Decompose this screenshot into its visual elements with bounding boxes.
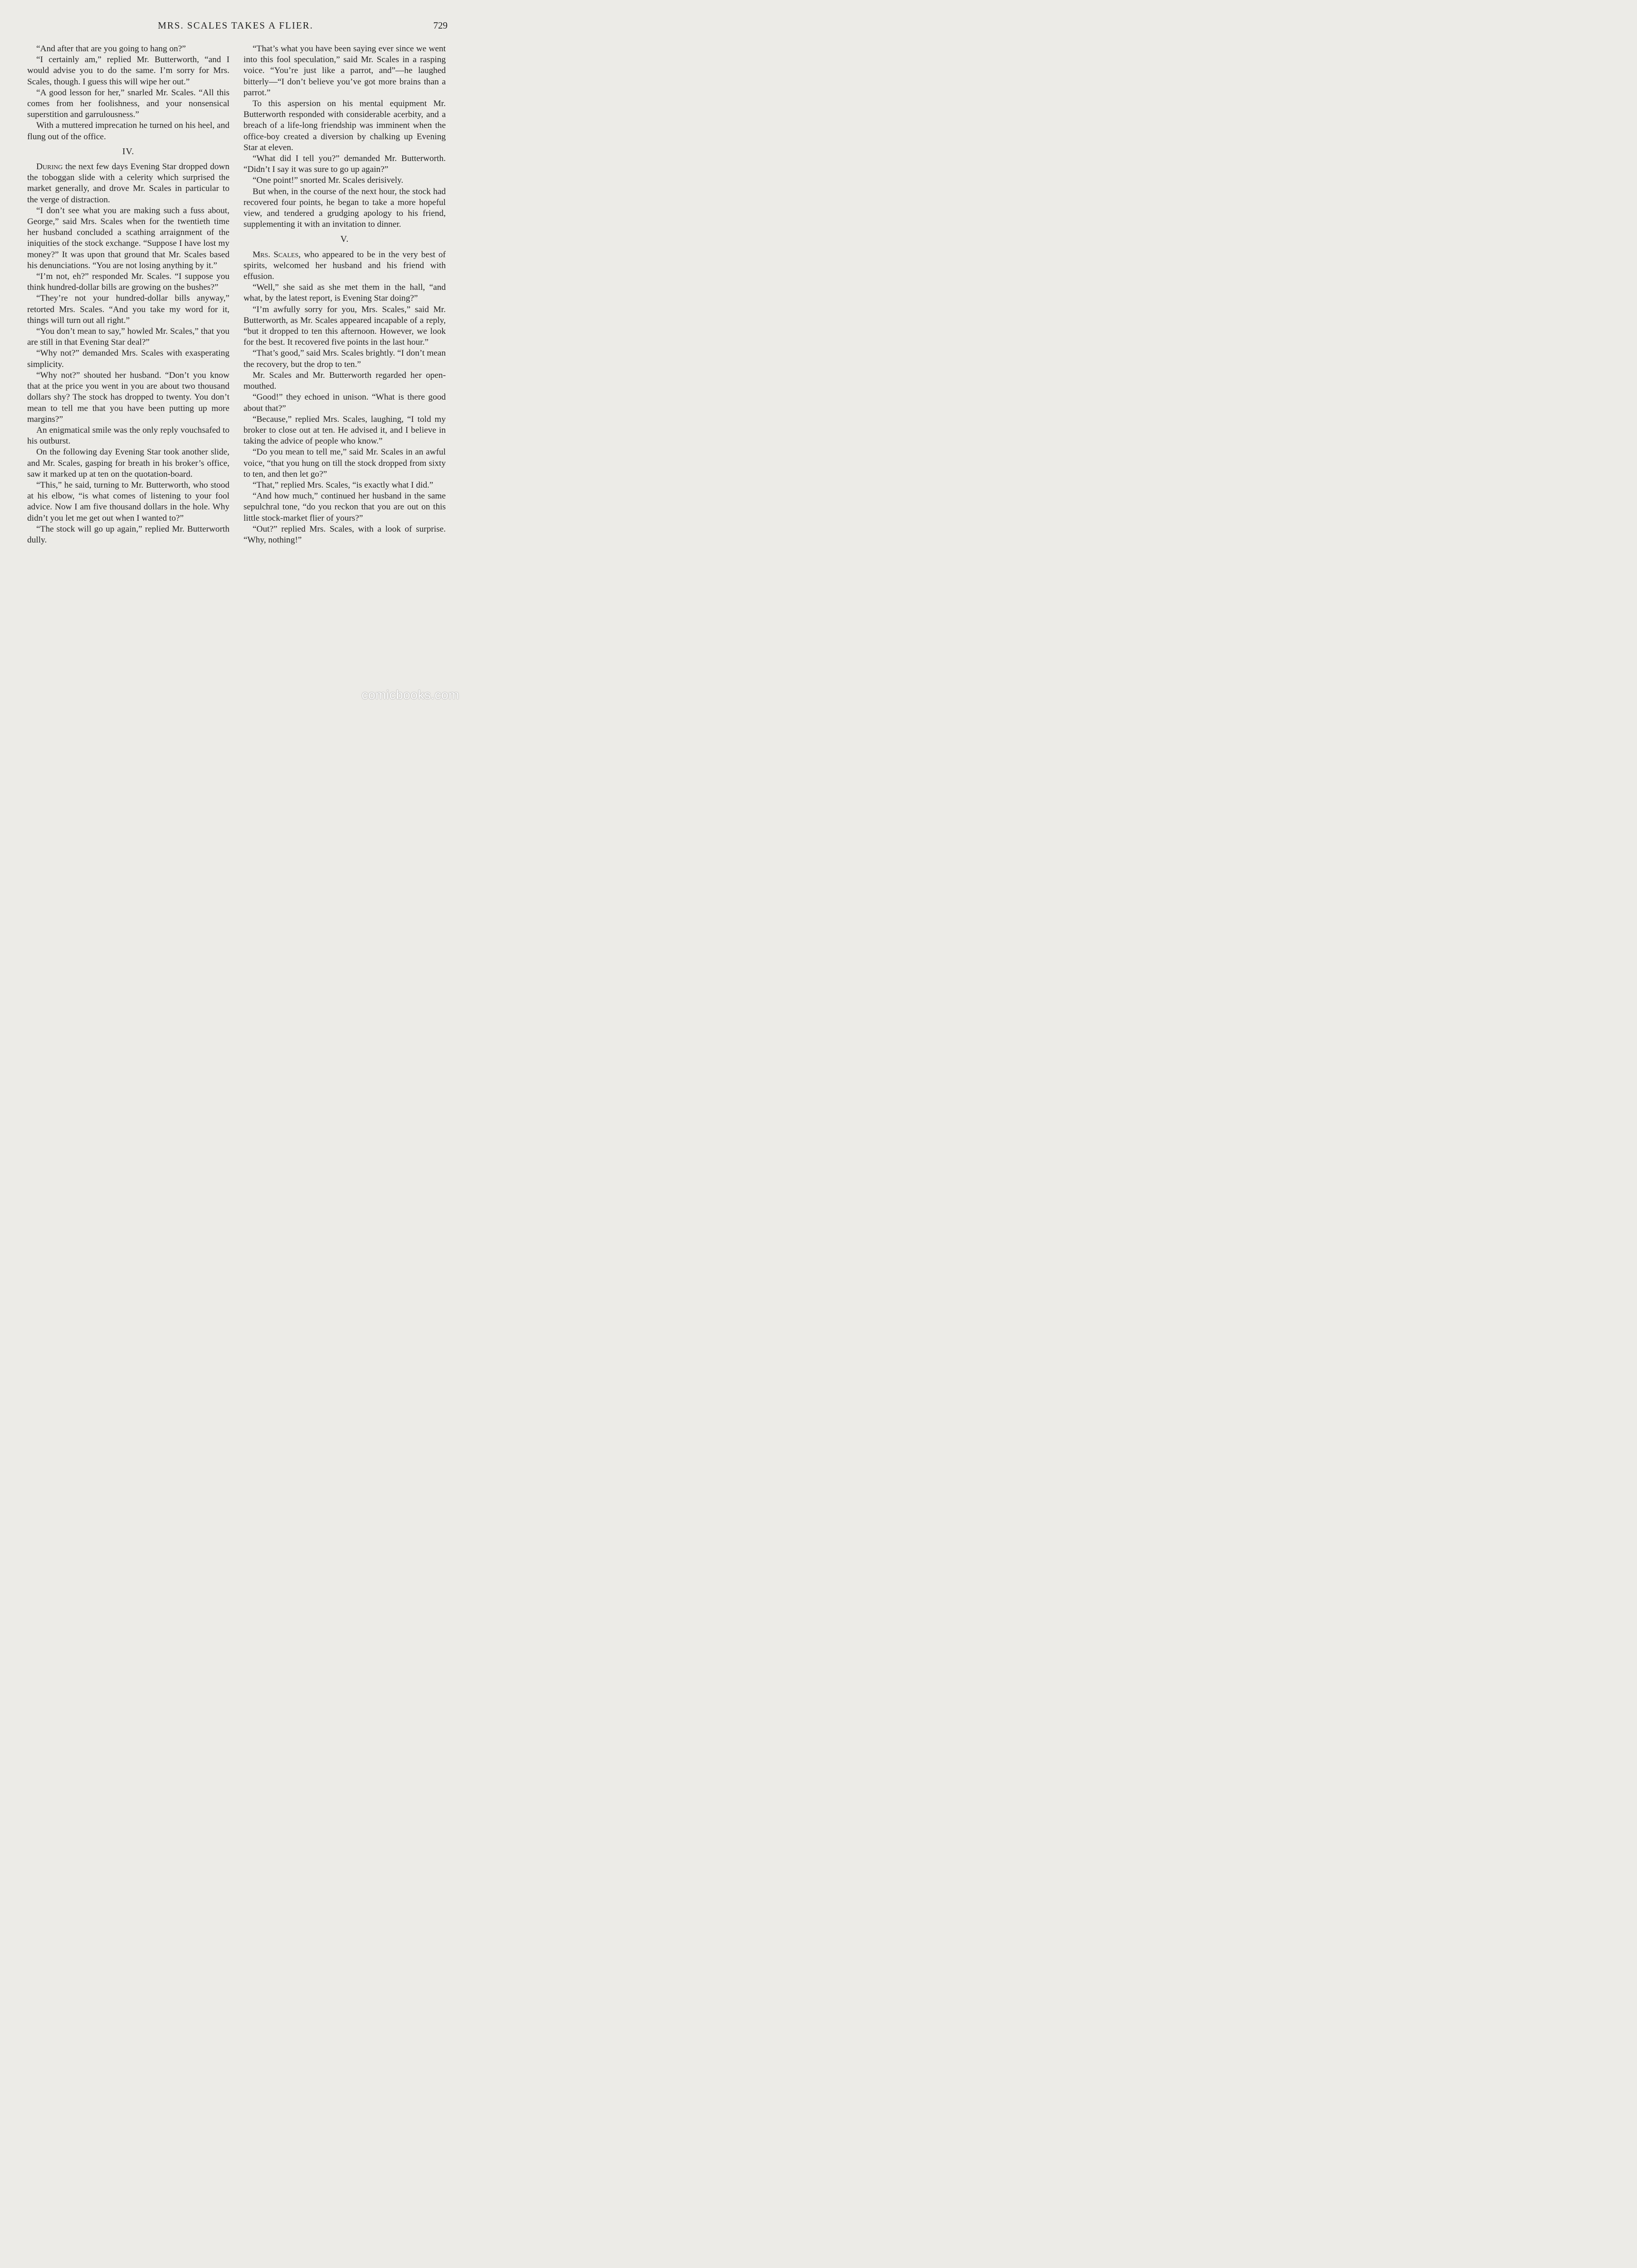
paragraph xyxy=(27,161,229,205)
paragraph: “And after that are you going to hang on?” xyxy=(36,44,186,54)
paragraph: “Do you mean to tell me,” said Mr. Scales in an awful voice, “that you hung on till the stock dropped from sixty to ten, and then let go?” xyxy=(244,447,446,479)
paragraph: “A good lesson for her,” snarled Mr. Scales. “All this comes from her foolishness, and your nonsensical superstition and garrulousness.” xyxy=(27,88,229,120)
running-title: MRS. SCALES TAKES A FLIER. xyxy=(158,20,313,31)
paragraph: “You don’t mean to say,” howled Mr. Scales,” that you are still in that Evening Star deal?” xyxy=(27,327,229,347)
paragraph-text: the next few days Evening Star dropped down the toboggan slide with a celerity which surprised the market generally, and drove Mr. Scales in particular to the verge of distraction. xyxy=(27,162,229,205)
paragraph: “I’m awfully sorry for you, Mrs. Scales,” said Mr. Butterworth, as Mr. Scales appeared incapable of a reply, “but it dropped to ten this afternoon. However, we look for the best. It recovered five points in the last hour.” xyxy=(244,304,446,347)
lead-in: During xyxy=(36,162,63,172)
paragraph: “They’re not your hundred-dollar bills anyway,” retorted Mrs. Scales. “And you take my word for it, things will turn out all right.” xyxy=(27,293,229,325)
paragraph: “And how much,” continued her husband in the same sepulchral tone, “do you reckon that you are out on this little stock-market flier of yours?” xyxy=(244,491,446,523)
running-head xyxy=(0,20,471,34)
paragraph-text: , who appeared to be in the very best of spirits, welcomed her husband and his friend with effusion. xyxy=(244,249,446,282)
paragraph: “Why not?” demanded Mrs. Scales with exasperating simplicity. xyxy=(27,348,229,369)
section-heading-iv: IV. xyxy=(122,146,135,156)
paragraph: “That,” replied Mrs. Scales, “is exactly what I did.” xyxy=(253,480,434,490)
paragraph: “This,” he said, turning to Mr. Butterworth, who stood at his elbow, “is what comes of listening to your fool advice. Now I am five thousand dollars in the hole. Why didn’t you let me get out when I wanted to?” xyxy=(27,480,229,523)
paragraph: “Why not?” shouted her husband. “Don’t you know that at the price you went in you are about two thousand dollars shy? The stock has dropped to twenty. You don’t mean to tell me that you have been putting up more margins?” xyxy=(27,370,229,424)
right-column xyxy=(244,44,446,546)
watermark: comicbooks.com xyxy=(361,688,459,702)
paragraph: With a muttered imprecation he turned on his heel, and flung out of the office. xyxy=(27,121,229,142)
section-heading-v: V. xyxy=(340,234,349,244)
paragraph: “Well,” she said as she met them in the hall, “and what, by the latest report, is Evening Star doing?” xyxy=(244,283,446,303)
paragraph: “I’m not, eh?” responded Mr. Scales. “I suppose you think hundred-dollar bills are growing on the bushes?” xyxy=(27,272,229,293)
left-column xyxy=(27,44,229,546)
paragraph: To this aspersion on his mental equipment Mr. Butterworth responded with considerable acerbity, and a breach of a life-long friendship was imminent when the office-boy created a diversion by chalking up Evening Star at eleven. xyxy=(244,99,446,152)
paragraph: “Because,” replied Mrs. Scales, laughing, “I told my broker to close out at ten. He advised it, and I believe in taking the advice of people who know.” xyxy=(244,414,446,446)
paragraph xyxy=(244,249,446,283)
paragraph: An enigmatical smile was the only reply vouchsafed to his outburst. xyxy=(27,425,229,446)
paragraph: Mr. Scales and Mr. Butterworth regarded her open-mouthed. xyxy=(244,370,446,391)
paragraph: On the following day Evening Star took another slide, and Mr. Scales, gasping for breath in his broker’s office, saw it marked up at ten on the quotation-board. xyxy=(27,447,229,479)
paragraph: “The stock will go up again,” replied Mr. Butterworth dully. xyxy=(27,524,229,545)
paragraph: “That’s good,” said Mrs. Scales brightly. “I don’t mean the recovery, but the drop to ten.” xyxy=(244,348,446,369)
paragraph: “That’s what you have been saying ever since we went into this fool speculation,” said Mr. Scales in a rasping voice. “You’re just like a parrot, and”—he laughed bitterly—“I don’t believe you’ve got more brains than a parrot.” xyxy=(244,44,446,98)
paragraph: “I don’t see what you are making such a fuss about, George,” said Mrs. Scales when for the twentieth time her husband concluded a scathing arraignment of the iniquities of the stock exchange. “Suppose I have lost my money?” It was upon that ground that Mr. Scales based his denunciations. “You are not losing anything by it.” xyxy=(27,205,229,270)
paragraph: “Out?” replied Mrs. Scales, with a look of surprise. “Why, nothing!” xyxy=(244,524,446,545)
paragraph: “What did I tell you?” demanded Mr. Butterworth. “Didn’t I say it was sure to go up again?” xyxy=(244,154,446,175)
lead-in: Mrs. Scales xyxy=(253,249,299,259)
page-number: 729 xyxy=(433,20,448,31)
paragraph: “Good!” they echoed in unison. “What is there good about that?” xyxy=(244,392,446,413)
paragraph: But when, in the course of the next hour, the stock had recovered four points, he began to take a more hopeful view, and tendered a grudging apology to his friend, supplementing it with an invitation to dinner. xyxy=(244,186,446,230)
paragraph: “I certainly am,” replied Mr. Butterworth, “and I would advise you to do the same. I’m sorry for Mrs. Scales, though. I guess this will wipe her out.” xyxy=(27,55,229,87)
paragraph: “One point!” snorted Mr. Scales derisively. xyxy=(253,176,404,186)
